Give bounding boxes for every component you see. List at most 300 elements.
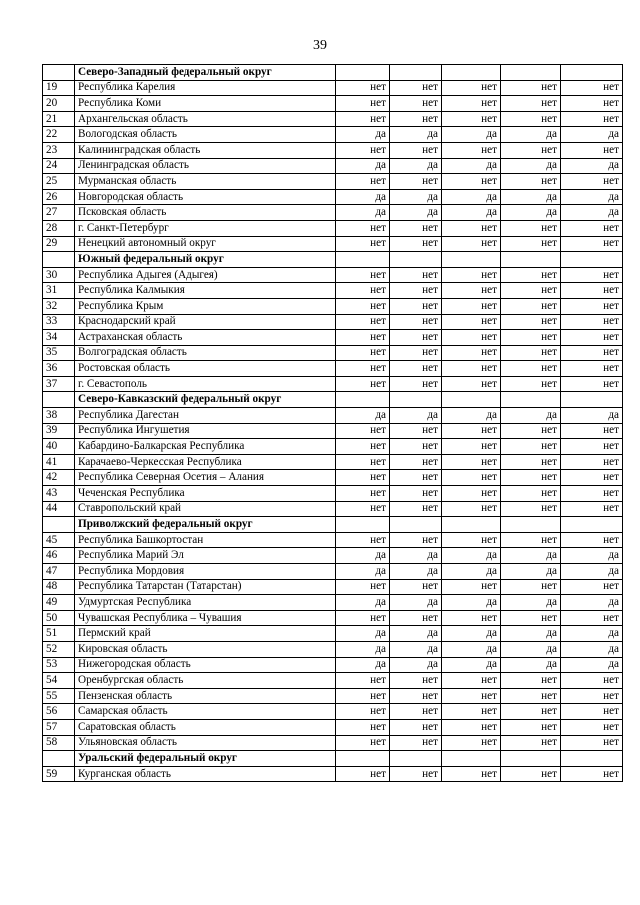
value-cell: нет (442, 423, 501, 439)
region-name: Республика Дагестан (75, 408, 336, 424)
value-cell: нет (390, 454, 442, 470)
value-cell: да (442, 564, 501, 580)
value-cell: да (561, 158, 623, 174)
value-cell: да (442, 595, 501, 611)
value-cell: да (336, 595, 390, 611)
row-number: 56 (43, 704, 75, 720)
table-row (43, 330, 623, 346)
value-cell: нет (336, 688, 390, 704)
district-empty-cell (390, 392, 442, 408)
value-cell: да (442, 205, 501, 221)
table-row (43, 688, 623, 704)
district-number-cell (43, 751, 75, 767)
district-empty-cell (501, 65, 561, 81)
row-number: 21 (43, 111, 75, 127)
table-row (43, 470, 623, 486)
value-cell: нет (336, 439, 390, 455)
district-empty-cell (561, 65, 623, 81)
value-cell: да (561, 205, 623, 221)
value-cell: нет (336, 486, 390, 502)
value-cell: нет (390, 330, 442, 346)
district-number-cell (43, 392, 75, 408)
value-cell: да (561, 626, 623, 642)
region-name: Новгородская область (75, 189, 336, 205)
table-row (43, 454, 623, 470)
region-name: Краснодарский край (75, 314, 336, 330)
table-row (43, 220, 623, 236)
value-cell: нет (442, 345, 501, 361)
row-number: 35 (43, 345, 75, 361)
region-name: Астраханская область (75, 330, 336, 346)
value-cell: нет (561, 267, 623, 283)
value-cell: нет (390, 80, 442, 96)
value-cell: нет (561, 314, 623, 330)
value-cell: нет (336, 579, 390, 595)
row-number: 42 (43, 470, 75, 486)
district-empty-cell (561, 392, 623, 408)
table-row (43, 127, 623, 143)
value-cell: да (501, 595, 561, 611)
value-cell: нет (336, 314, 390, 330)
value-cell: нет (442, 735, 501, 751)
region-name: Волгоградская область (75, 345, 336, 361)
value-cell: нет (442, 704, 501, 720)
value-cell: нет (442, 174, 501, 190)
table-row (43, 267, 623, 283)
district-empty-cell (442, 392, 501, 408)
value-cell: нет (336, 298, 390, 314)
value-cell: да (390, 408, 442, 424)
value-cell: нет (561, 766, 623, 782)
value-cell: нет (501, 610, 561, 626)
district-header-row (43, 252, 623, 268)
value-cell: да (501, 548, 561, 564)
value-cell: нет (336, 470, 390, 486)
value-cell: нет (501, 673, 561, 689)
value-cell: нет (336, 142, 390, 158)
value-cell: нет (501, 719, 561, 735)
value-cell: нет (390, 376, 442, 392)
table-row (43, 80, 623, 96)
value-cell: да (336, 641, 390, 657)
row-number: 54 (43, 673, 75, 689)
region-name: Республика Северная Осетия – Алания (75, 470, 336, 486)
value-cell: нет (561, 298, 623, 314)
region-name: Оренбургская область (75, 673, 336, 689)
value-cell: да (390, 189, 442, 205)
value-cell: нет (561, 704, 623, 720)
value-cell: да (442, 641, 501, 657)
table-row (43, 236, 623, 252)
row-number: 43 (43, 486, 75, 502)
value-cell: нет (561, 174, 623, 190)
value-cell: нет (561, 283, 623, 299)
value-cell: нет (561, 376, 623, 392)
district-empty-cell (501, 751, 561, 767)
value-cell: да (390, 641, 442, 657)
table-row (43, 345, 623, 361)
table-row (43, 283, 623, 299)
value-cell: нет (501, 579, 561, 595)
district-empty-cell (336, 392, 390, 408)
region-name: Ростовская область (75, 361, 336, 377)
row-number: 39 (43, 423, 75, 439)
district-empty-cell (336, 65, 390, 81)
value-cell: нет (336, 454, 390, 470)
value-cell: да (442, 548, 501, 564)
row-number: 48 (43, 579, 75, 595)
district-empty-cell (501, 252, 561, 268)
table-row (43, 657, 623, 673)
value-cell: нет (336, 610, 390, 626)
value-cell: нет (442, 579, 501, 595)
value-cell: нет (501, 220, 561, 236)
row-number: 59 (43, 766, 75, 782)
row-number: 52 (43, 641, 75, 657)
value-cell: нет (561, 423, 623, 439)
value-cell: да (336, 127, 390, 143)
value-cell: нет (390, 610, 442, 626)
district-empty-cell (501, 392, 561, 408)
table-row (43, 579, 623, 595)
row-number: 19 (43, 80, 75, 96)
row-number: 50 (43, 610, 75, 626)
value-cell: нет (390, 267, 442, 283)
value-cell: нет (501, 267, 561, 283)
region-name: Чеченская Республика (75, 486, 336, 502)
value-cell: да (561, 189, 623, 205)
value-cell: нет (561, 486, 623, 502)
region-name: Пермский край (75, 626, 336, 642)
region-name: г. Санкт-Петербург (75, 220, 336, 236)
value-cell: да (390, 657, 442, 673)
table-row (43, 486, 623, 502)
district-empty-cell (390, 252, 442, 268)
value-cell: да (336, 657, 390, 673)
row-number: 24 (43, 158, 75, 174)
district-name: Приволжский федеральный округ (75, 517, 336, 533)
row-number: 30 (43, 267, 75, 283)
row-number: 49 (43, 595, 75, 611)
district-number-cell (43, 252, 75, 268)
row-number: 33 (43, 314, 75, 330)
value-cell: нет (390, 439, 442, 455)
value-cell: нет (501, 361, 561, 377)
value-cell: да (501, 189, 561, 205)
region-name: Республика Марий Эл (75, 548, 336, 564)
district-empty-cell (336, 252, 390, 268)
region-name: Курганская область (75, 766, 336, 782)
district-name: Северо-Западный федеральный округ (75, 65, 336, 81)
row-number: 32 (43, 298, 75, 314)
value-cell: да (501, 127, 561, 143)
table-row (43, 735, 623, 751)
district-number-cell (43, 65, 75, 81)
value-cell: да (501, 626, 561, 642)
value-cell: нет (336, 704, 390, 720)
table-row (43, 174, 623, 190)
value-cell: нет (390, 283, 442, 299)
table-row (43, 314, 623, 330)
value-cell: нет (561, 454, 623, 470)
region-name: Республика Ингушетия (75, 423, 336, 439)
value-cell: нет (501, 376, 561, 392)
value-cell: нет (561, 688, 623, 704)
value-cell: нет (336, 80, 390, 96)
value-cell: нет (442, 439, 501, 455)
value-cell: нет (336, 330, 390, 346)
value-cell: да (501, 641, 561, 657)
table-row (43, 376, 623, 392)
value-cell: да (336, 205, 390, 221)
row-number: 34 (43, 330, 75, 346)
table-row (43, 766, 623, 782)
table-row (43, 298, 623, 314)
region-name: Самарская область (75, 704, 336, 720)
value-cell: нет (390, 470, 442, 486)
district-empty-cell (390, 65, 442, 81)
table-row (43, 595, 623, 611)
row-number: 36 (43, 361, 75, 377)
regions-table-body (43, 65, 623, 782)
district-empty-cell (561, 751, 623, 767)
value-cell: да (336, 548, 390, 564)
value-cell: нет (390, 361, 442, 377)
value-cell: нет (336, 236, 390, 252)
district-name: Южный федеральный округ (75, 252, 336, 268)
value-cell: нет (442, 376, 501, 392)
value-cell: да (390, 127, 442, 143)
value-cell: нет (442, 80, 501, 96)
value-cell: нет (390, 220, 442, 236)
table-row (43, 719, 623, 735)
value-cell: да (442, 189, 501, 205)
value-cell: нет (336, 345, 390, 361)
region-name: Ставропольский край (75, 501, 336, 517)
value-cell: нет (501, 236, 561, 252)
region-name: Республика Башкортостан (75, 532, 336, 548)
value-cell: да (442, 127, 501, 143)
row-number: 29 (43, 236, 75, 252)
value-cell: да (390, 548, 442, 564)
value-cell: да (336, 158, 390, 174)
value-cell: да (561, 408, 623, 424)
value-cell: нет (336, 532, 390, 548)
value-cell: нет (501, 704, 561, 720)
value-cell: да (442, 158, 501, 174)
region-name: Нижегородская область (75, 657, 336, 673)
value-cell: да (336, 189, 390, 205)
district-empty-cell (390, 517, 442, 533)
value-cell: нет (501, 345, 561, 361)
value-cell: да (336, 564, 390, 580)
table-row (43, 626, 623, 642)
district-name: Уральский федеральный округ (75, 751, 336, 767)
table-row (43, 704, 623, 720)
value-cell: нет (390, 96, 442, 112)
value-cell: нет (336, 283, 390, 299)
value-cell: нет (501, 298, 561, 314)
value-cell: нет (390, 314, 442, 330)
value-cell: нет (561, 579, 623, 595)
row-number: 38 (43, 408, 75, 424)
table-row (43, 548, 623, 564)
table-row (43, 439, 623, 455)
value-cell: нет (390, 423, 442, 439)
district-header-row (43, 751, 623, 767)
region-name: Ульяновская область (75, 735, 336, 751)
region-name: Калининградская область (75, 142, 336, 158)
district-empty-cell (442, 252, 501, 268)
district-empty-cell (442, 65, 501, 81)
value-cell: нет (561, 142, 623, 158)
value-cell: да (442, 657, 501, 673)
value-cell: нет (442, 314, 501, 330)
row-number: 53 (43, 657, 75, 673)
district-empty-cell (390, 751, 442, 767)
value-cell: нет (390, 298, 442, 314)
row-number: 37 (43, 376, 75, 392)
value-cell: нет (336, 174, 390, 190)
table-row (43, 111, 623, 127)
row-number: 51 (43, 626, 75, 642)
value-cell: нет (336, 267, 390, 283)
value-cell: нет (442, 688, 501, 704)
value-cell: нет (501, 111, 561, 127)
district-empty-cell (501, 517, 561, 533)
value-cell: да (390, 626, 442, 642)
value-cell: нет (336, 361, 390, 377)
row-number: 40 (43, 439, 75, 455)
value-cell: да (501, 564, 561, 580)
value-cell: нет (501, 80, 561, 96)
row-number: 44 (43, 501, 75, 517)
value-cell: нет (442, 470, 501, 486)
region-name: Республика Карелия (75, 80, 336, 96)
value-cell: нет (442, 96, 501, 112)
value-cell: нет (390, 345, 442, 361)
value-cell: нет (501, 501, 561, 517)
value-cell: нет (442, 283, 501, 299)
value-cell: нет (442, 361, 501, 377)
table-row (43, 361, 623, 377)
value-cell: да (501, 657, 561, 673)
table-row (43, 423, 623, 439)
value-cell: нет (390, 719, 442, 735)
row-number: 47 (43, 564, 75, 580)
value-cell: нет (442, 111, 501, 127)
value-cell: нет (561, 735, 623, 751)
value-cell: нет (561, 501, 623, 517)
district-empty-cell (561, 252, 623, 268)
value-cell: нет (501, 532, 561, 548)
region-name: Удмуртская Республика (75, 595, 336, 611)
district-header-row (43, 517, 623, 533)
district-header-row (43, 65, 623, 81)
regions-table (42, 64, 623, 782)
value-cell: нет (336, 111, 390, 127)
value-cell: нет (501, 766, 561, 782)
page-number: 39 (313, 38, 327, 53)
value-cell: да (336, 626, 390, 642)
region-name: Кабардино-Балкарская Республика (75, 439, 336, 455)
value-cell: нет (390, 532, 442, 548)
value-cell: нет (561, 111, 623, 127)
table-row (43, 610, 623, 626)
row-number: 41 (43, 454, 75, 470)
value-cell: нет (501, 283, 561, 299)
table-row (43, 532, 623, 548)
value-cell: нет (390, 501, 442, 517)
value-cell: нет (442, 532, 501, 548)
value-cell: да (390, 205, 442, 221)
region-name: Республика Калмыкия (75, 283, 336, 299)
value-cell: нет (561, 80, 623, 96)
value-cell: нет (501, 174, 561, 190)
value-cell: нет (390, 704, 442, 720)
value-cell: да (442, 408, 501, 424)
district-empty-cell (442, 751, 501, 767)
value-cell: да (390, 595, 442, 611)
value-cell: нет (442, 610, 501, 626)
value-cell: нет (561, 361, 623, 377)
row-number: 22 (43, 127, 75, 143)
row-number: 27 (43, 205, 75, 221)
row-number: 20 (43, 96, 75, 112)
value-cell: да (561, 548, 623, 564)
value-cell: нет (390, 673, 442, 689)
region-name: Республика Коми (75, 96, 336, 112)
value-cell: нет (390, 174, 442, 190)
region-name: Республика Крым (75, 298, 336, 314)
district-number-cell (43, 517, 75, 533)
value-cell: нет (501, 688, 561, 704)
value-cell: нет (336, 673, 390, 689)
row-number: 45 (43, 532, 75, 548)
value-cell: да (390, 158, 442, 174)
value-cell: нет (501, 470, 561, 486)
row-number: 55 (43, 688, 75, 704)
district-empty-cell (442, 517, 501, 533)
value-cell: нет (442, 142, 501, 158)
value-cell: нет (442, 220, 501, 236)
row-number: 28 (43, 220, 75, 236)
value-cell: нет (561, 673, 623, 689)
value-cell: нет (390, 236, 442, 252)
value-cell: нет (501, 735, 561, 751)
row-number: 57 (43, 719, 75, 735)
value-cell: да (501, 205, 561, 221)
district-header-row (43, 392, 623, 408)
value-cell: нет (442, 486, 501, 502)
value-cell: нет (501, 486, 561, 502)
value-cell: нет (561, 220, 623, 236)
value-cell: нет (561, 439, 623, 455)
value-cell: нет (501, 314, 561, 330)
region-name: Ленинградская область (75, 158, 336, 174)
value-cell: нет (561, 236, 623, 252)
value-cell: нет (442, 673, 501, 689)
district-empty-cell (336, 517, 390, 533)
value-cell: нет (336, 376, 390, 392)
value-cell: нет (561, 345, 623, 361)
value-cell: да (561, 657, 623, 673)
region-name: Псковская область (75, 205, 336, 221)
value-cell: да (390, 564, 442, 580)
table-row (43, 501, 623, 517)
value-cell: нет (501, 423, 561, 439)
value-cell: да (501, 408, 561, 424)
